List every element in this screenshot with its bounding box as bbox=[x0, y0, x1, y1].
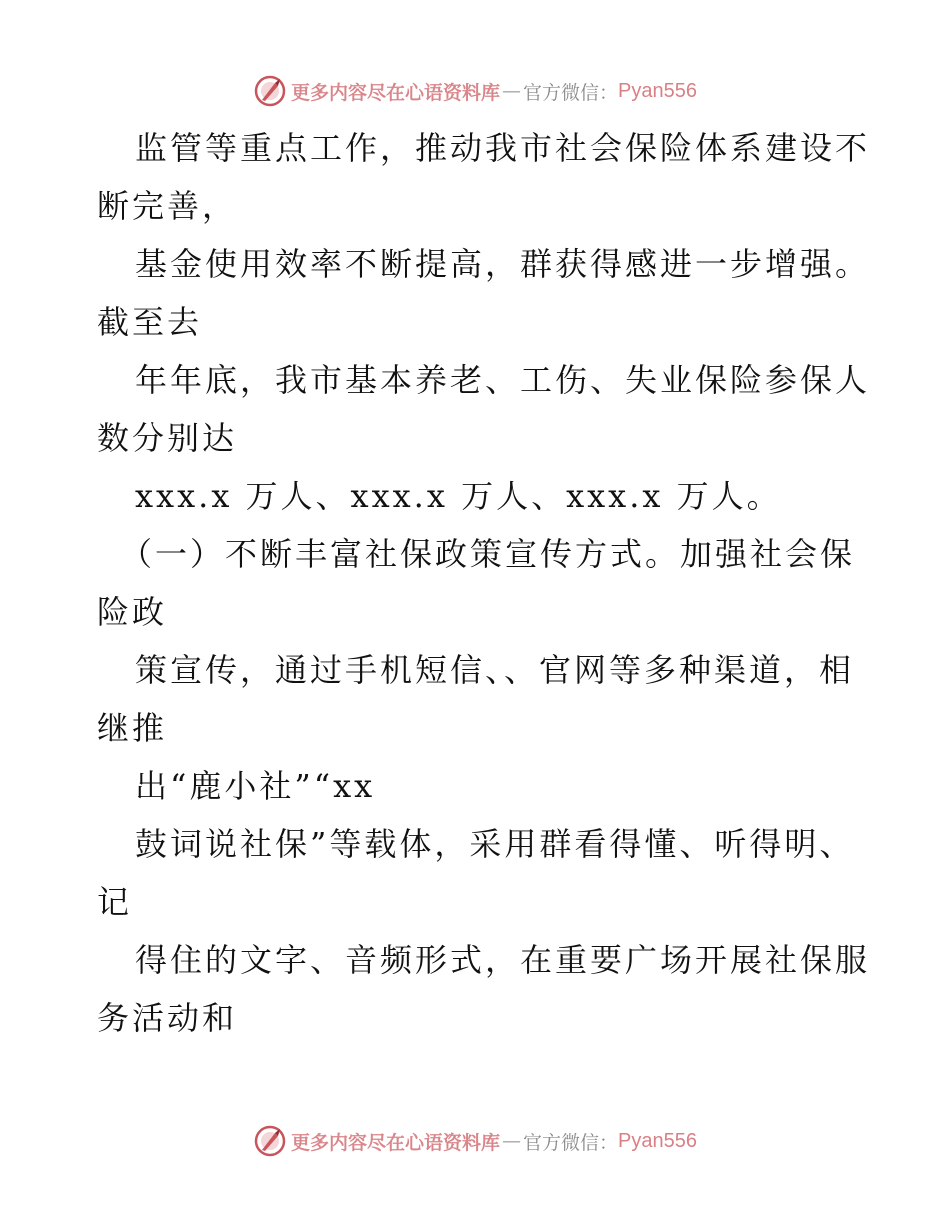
text-line: xxx.x 万人、xxx.x 万人、xxx.x 万人。 bbox=[135, 477, 782, 515]
text-line: 数分别达 bbox=[97, 419, 238, 457]
quill-circle-icon bbox=[253, 74, 287, 108]
banner-dash: — bbox=[502, 1130, 522, 1152]
footer-banner bbox=[0, 1121, 950, 1161]
text-line: 断完善， bbox=[97, 187, 238, 225]
text-line: （一）不断丰富社保政策宣传方式。加强社会保 bbox=[120, 535, 856, 573]
text-line: 继推 bbox=[97, 709, 168, 747]
text-line: 险政 bbox=[97, 593, 168, 631]
wechat-label: 官方微信： bbox=[523, 1131, 619, 1154]
text-line: 截至去 bbox=[97, 303, 203, 341]
wechat-label: 官方微信： bbox=[523, 81, 619, 104]
text-line: 务活动和 bbox=[97, 999, 238, 1037]
wechat-id: Pyan556 bbox=[618, 79, 697, 102]
text-line: 得住的文字、音频形式，在重要广场开展社保服 bbox=[135, 941, 871, 979]
text-line: 记 bbox=[97, 883, 133, 921]
text-line: 年年底，我市基本养老、工伤、失业保险参保人 bbox=[135, 361, 871, 399]
text-line: 监管等重点工作，推动我市社会保险体系建设不 bbox=[135, 129, 871, 167]
text-line: 出“鹿小社”“xx bbox=[135, 767, 376, 805]
text-line: 基金使用效率不断提高，群获得感进一步增强。 bbox=[135, 245, 871, 283]
wechat-id: Pyan556 bbox=[618, 1129, 697, 1152]
site-slogan: 更多内容尽在心语资料库 bbox=[291, 81, 501, 104]
quill-circle-icon bbox=[253, 1124, 287, 1158]
text-line: 策宣传，通过手机短信、、官网等多种渠道，相 bbox=[135, 651, 855, 689]
site-slogan: 更多内容尽在心语资料库 bbox=[291, 1131, 501, 1154]
banner-dash: — bbox=[502, 80, 522, 102]
text-line: 鼓词说社保”等载体，采用群看得懂、听得明、 bbox=[135, 825, 855, 863]
header-banner bbox=[0, 71, 950, 111]
